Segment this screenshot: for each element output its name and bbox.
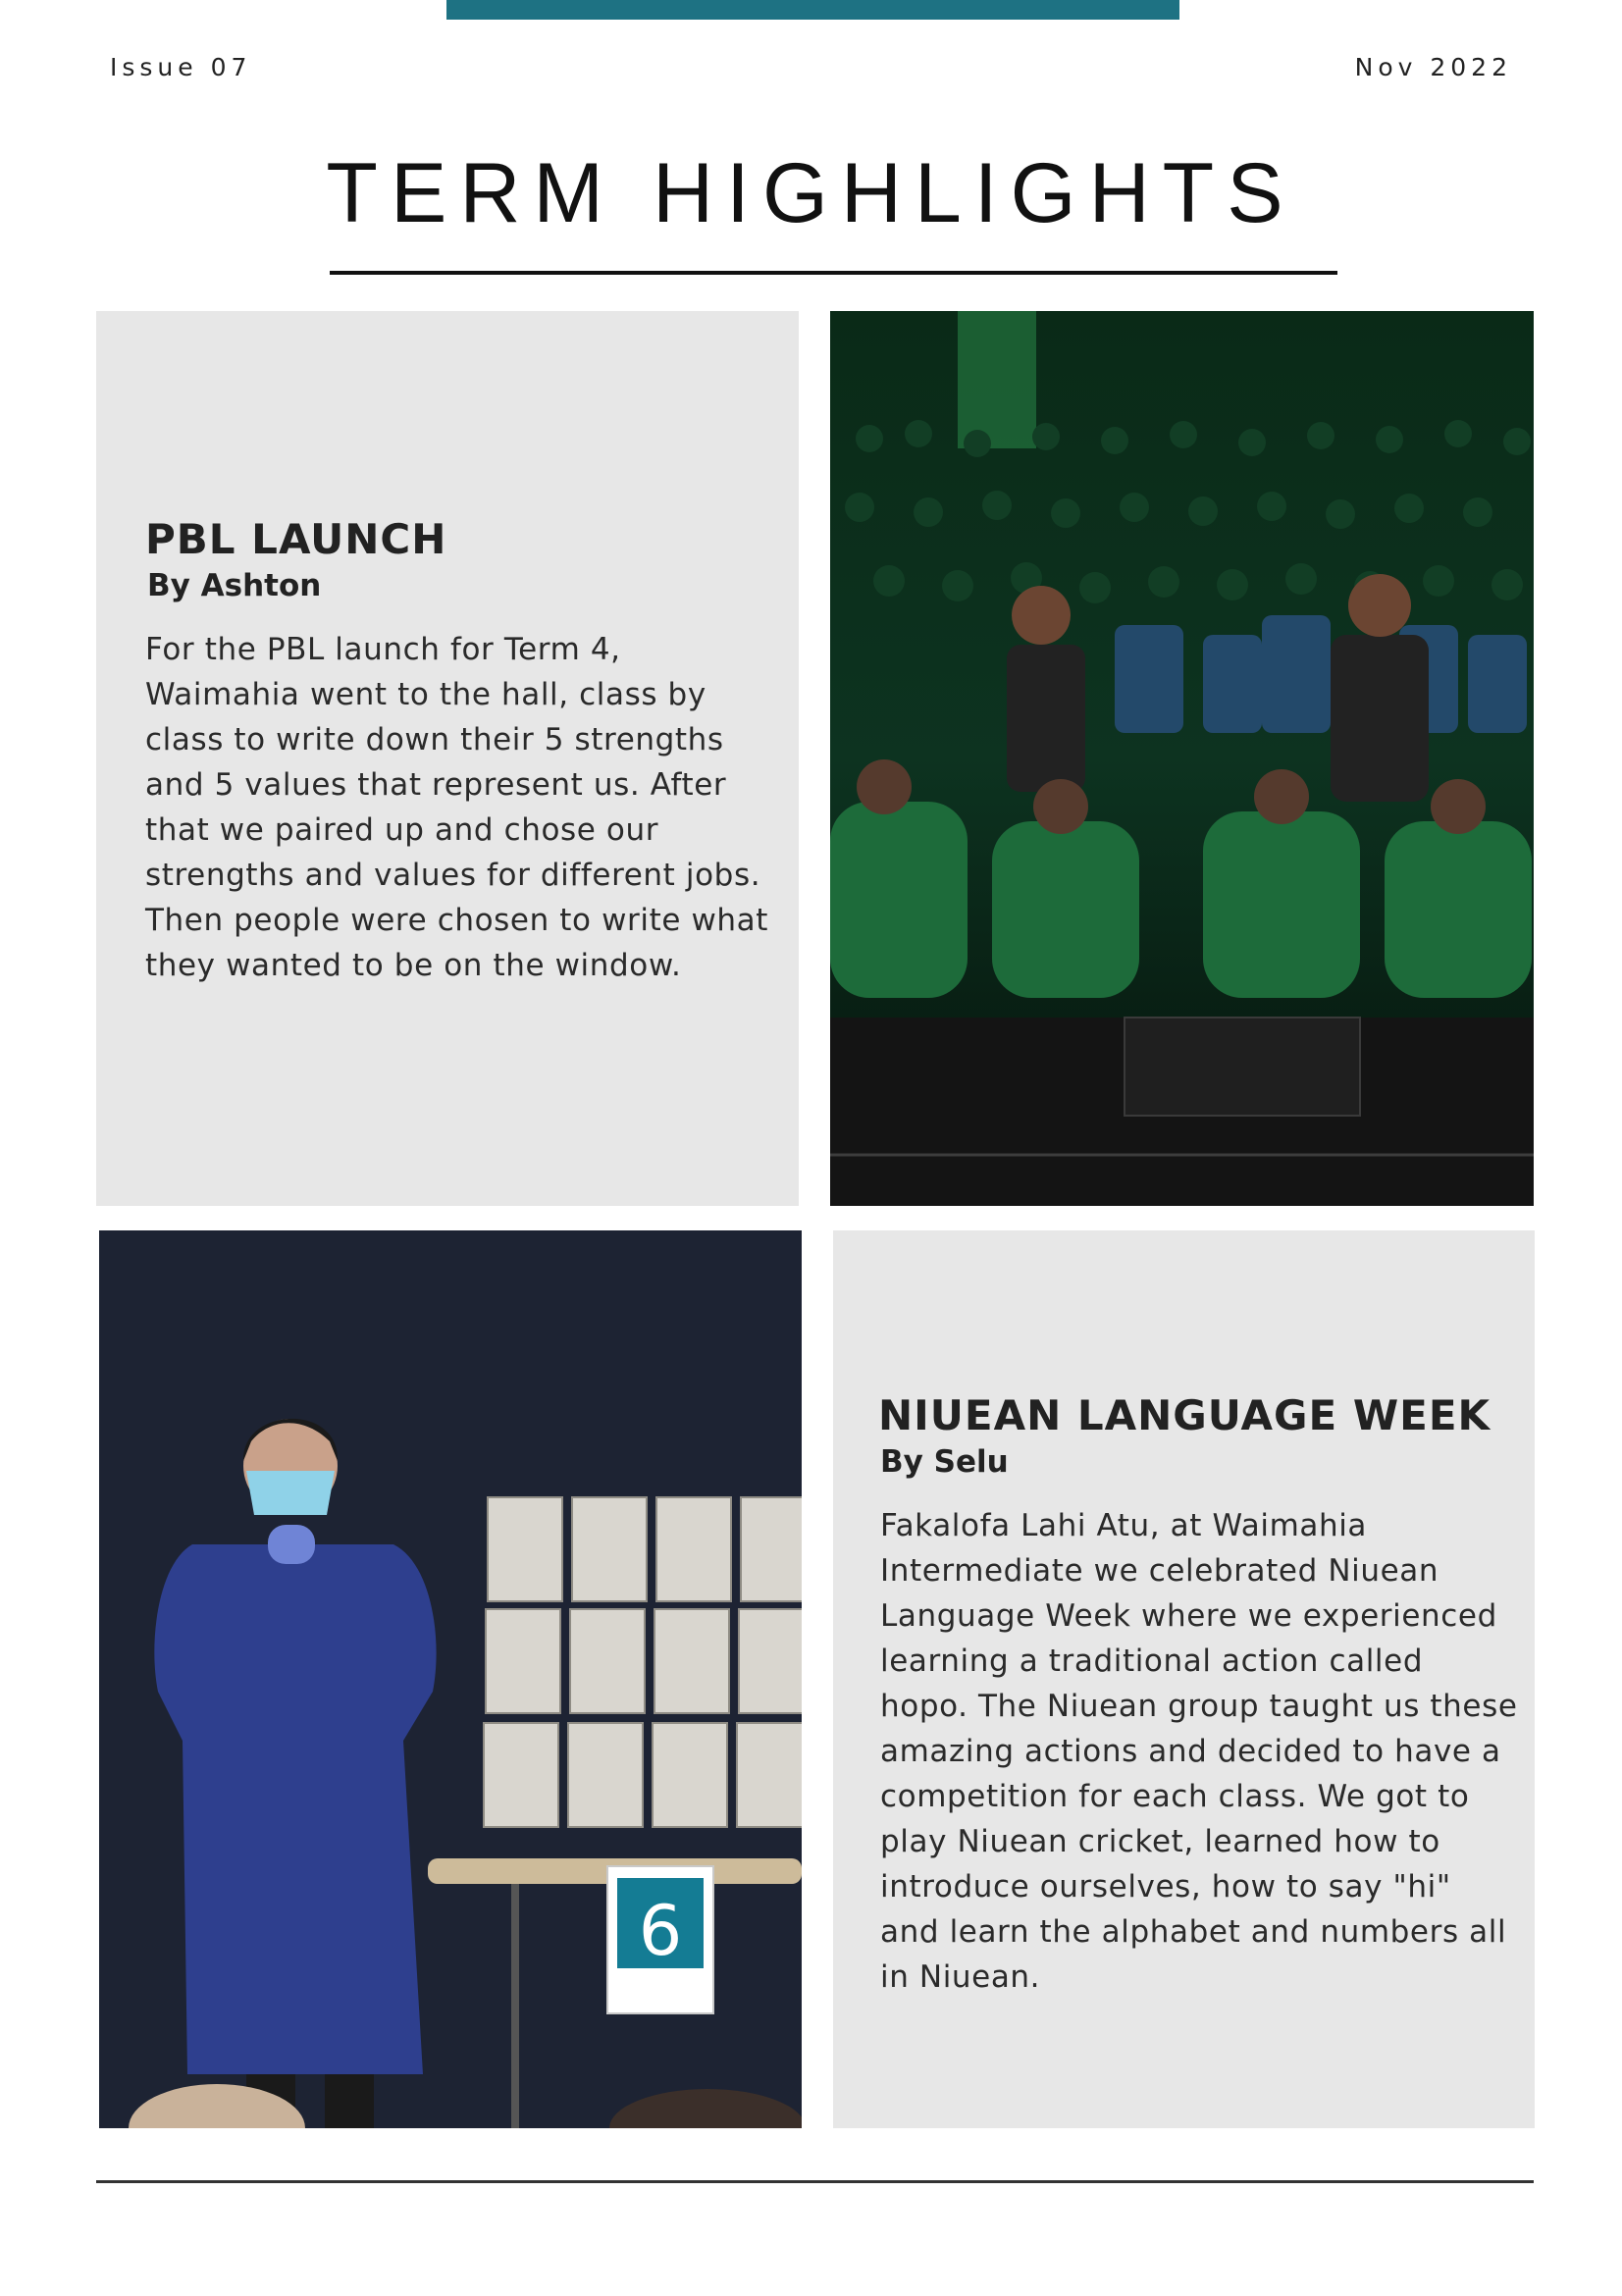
article-byline: By Selu bbox=[880, 1444, 1009, 1480]
footer-divider bbox=[96, 2180, 1534, 2183]
article-card-pbl-launch bbox=[96, 311, 799, 1206]
top-accent-bar bbox=[446, 0, 1179, 20]
article-card-niuean-language-week bbox=[833, 1230, 1535, 2128]
page-title: TERM HIGHLIGHTS bbox=[326, 146, 1296, 240]
article-heading: NIUEAN LANGUAGE WEEK bbox=[878, 1391, 1491, 1439]
stage-sign-number: 6 bbox=[638, 1891, 683, 1971]
article-heading: PBL LAUNCH bbox=[145, 515, 447, 563]
issue-number: Issue 07 bbox=[110, 53, 252, 81]
speaker-photo bbox=[99, 1230, 802, 2128]
performance-photo bbox=[830, 311, 1534, 1206]
article-body: For the PBL launch for Term 4, Waimahia went to the hall, class by class to write down their 5 strengths and 5 values that represent us. After that we paired up and chose our strengths and values for different jobs. Then people were chosen to write what they wanted to be on the window. bbox=[145, 632, 769, 983]
article-body: Fakalofa Lahi Atu, at Waimahia Intermediate we celebrated Niuean Language Week where we experienced learning a traditional action called hopo. The Niuean group taught us these amazing actions and decided to have a competition for each class. We got to play Niuean cricket, learned how to introduce ourselves, how to say "hi" and learn the alphabet and numbers all in Niuean. bbox=[880, 1508, 1518, 1995]
article-byline: By Ashton bbox=[147, 568, 322, 603]
speaker-image bbox=[99, 1230, 802, 2128]
issue-date: Nov 2022 bbox=[1354, 53, 1512, 81]
performance-image bbox=[830, 311, 1534, 1206]
title-divider bbox=[330, 271, 1337, 275]
